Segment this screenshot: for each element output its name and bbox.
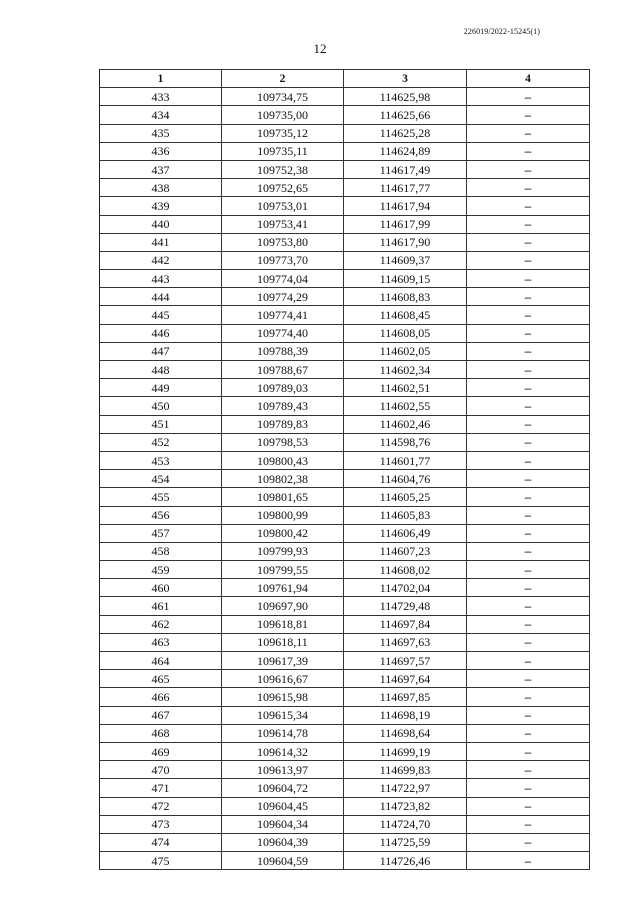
table-row xyxy=(100,342,590,360)
x-coordinate-cell: 109789,03 xyxy=(222,379,344,397)
table-row xyxy=(100,415,590,433)
column-header: 2 xyxy=(222,70,344,88)
x-coordinate-cell: 109613,97 xyxy=(222,761,344,779)
note-cell: – xyxy=(467,433,590,451)
note-cell: – xyxy=(467,506,590,524)
table-row xyxy=(100,524,590,542)
point-number-cell: 460 xyxy=(100,579,222,597)
note-cell: – xyxy=(467,524,590,542)
table-row xyxy=(100,615,590,633)
y-coordinate-cell: 114605,83 xyxy=(344,506,467,524)
x-coordinate-cell: 109774,29 xyxy=(222,288,344,306)
table-row xyxy=(100,652,590,670)
x-coordinate-cell: 109799,55 xyxy=(222,561,344,579)
point-number-cell: 466 xyxy=(100,688,222,706)
note-cell: – xyxy=(467,361,590,379)
y-coordinate-cell: 114608,02 xyxy=(344,561,467,579)
note-cell: – xyxy=(467,306,590,324)
y-coordinate-cell: 114625,98 xyxy=(344,88,467,106)
x-coordinate-cell: 109788,67 xyxy=(222,361,344,379)
point-number-cell: 471 xyxy=(100,779,222,797)
table-row xyxy=(100,779,590,797)
x-coordinate-cell: 109614,32 xyxy=(222,742,344,760)
point-number-cell: 456 xyxy=(100,506,222,524)
table-row xyxy=(100,288,590,306)
column-header: 1 xyxy=(100,70,222,88)
point-number-cell: 445 xyxy=(100,306,222,324)
y-coordinate-cell: 114602,05 xyxy=(344,342,467,360)
point-number-cell: 468 xyxy=(100,724,222,742)
x-coordinate-cell: 109801,65 xyxy=(222,488,344,506)
point-number-cell: 439 xyxy=(100,197,222,215)
x-coordinate-cell: 109618,11 xyxy=(222,633,344,651)
x-coordinate-cell: 109800,42 xyxy=(222,524,344,542)
note-cell: – xyxy=(467,833,590,851)
point-number-cell: 440 xyxy=(100,215,222,233)
note-cell: – xyxy=(467,397,590,415)
note-cell: – xyxy=(467,124,590,142)
table-row xyxy=(100,179,590,197)
x-coordinate-cell: 109773,70 xyxy=(222,251,344,269)
y-coordinate-cell: 114697,85 xyxy=(344,688,467,706)
y-coordinate-cell: 114609,15 xyxy=(344,270,467,288)
point-number-cell: 446 xyxy=(100,324,222,342)
x-coordinate-cell: 109615,34 xyxy=(222,706,344,724)
point-number-cell: 457 xyxy=(100,524,222,542)
table-row xyxy=(100,324,590,342)
x-coordinate-cell: 109774,40 xyxy=(222,324,344,342)
point-number-cell: 461 xyxy=(100,597,222,615)
note-cell: – xyxy=(467,106,590,124)
x-coordinate-cell: 109788,39 xyxy=(222,342,344,360)
point-number-cell: 450 xyxy=(100,397,222,415)
table-row xyxy=(100,106,590,124)
x-coordinate-cell: 109735,00 xyxy=(222,106,344,124)
table-body xyxy=(100,88,590,870)
x-coordinate-cell: 109604,72 xyxy=(222,779,344,797)
table-row xyxy=(100,197,590,215)
table-row xyxy=(100,670,590,688)
x-coordinate-cell: 109735,12 xyxy=(222,124,344,142)
note-cell: – xyxy=(467,142,590,160)
y-coordinate-cell: 114605,25 xyxy=(344,488,467,506)
x-coordinate-cell: 109604,34 xyxy=(222,815,344,833)
point-number-cell: 433 xyxy=(100,88,222,106)
note-cell: – xyxy=(467,542,590,560)
x-coordinate-cell: 109798,53 xyxy=(222,433,344,451)
point-number-cell: 475 xyxy=(100,852,222,870)
table-row xyxy=(100,488,590,506)
note-cell: – xyxy=(467,579,590,597)
x-coordinate-cell: 109800,99 xyxy=(222,506,344,524)
table-row xyxy=(100,706,590,724)
point-number-cell: 442 xyxy=(100,251,222,269)
point-number-cell: 458 xyxy=(100,542,222,560)
point-number-cell: 464 xyxy=(100,652,222,670)
note-cell: – xyxy=(467,197,590,215)
note-cell: – xyxy=(467,797,590,815)
x-coordinate-cell: 109697,90 xyxy=(222,597,344,615)
y-coordinate-cell: 114723,82 xyxy=(344,797,467,815)
note-cell: – xyxy=(467,597,590,615)
note-cell: – xyxy=(467,88,590,106)
point-number-cell: 465 xyxy=(100,670,222,688)
note-cell: – xyxy=(467,451,590,469)
point-number-cell: 443 xyxy=(100,270,222,288)
table-row xyxy=(100,270,590,288)
y-coordinate-cell: 114698,64 xyxy=(344,724,467,742)
y-coordinate-cell: 114697,63 xyxy=(344,633,467,651)
y-coordinate-cell: 114729,48 xyxy=(344,597,467,615)
table-row xyxy=(100,397,590,415)
table-row xyxy=(100,742,590,760)
y-coordinate-cell: 114602,55 xyxy=(344,397,467,415)
point-number-cell: 463 xyxy=(100,633,222,651)
y-coordinate-cell: 114608,83 xyxy=(344,288,467,306)
y-coordinate-cell: 114724,70 xyxy=(344,815,467,833)
point-number-cell: 436 xyxy=(100,142,222,160)
note-cell: – xyxy=(467,852,590,870)
point-number-cell: 437 xyxy=(100,160,222,178)
y-coordinate-cell: 114606,49 xyxy=(344,524,467,542)
coordinates-table xyxy=(99,69,590,870)
y-coordinate-cell: 114609,37 xyxy=(344,251,467,269)
y-coordinate-cell: 114702,04 xyxy=(344,579,467,597)
y-coordinate-cell: 114697,64 xyxy=(344,670,467,688)
y-coordinate-cell: 114607,23 xyxy=(344,542,467,560)
point-number-cell: 434 xyxy=(100,106,222,124)
point-number-cell: 467 xyxy=(100,706,222,724)
table-row xyxy=(100,761,590,779)
y-coordinate-cell: 114602,51 xyxy=(344,379,467,397)
table-row xyxy=(100,724,590,742)
note-cell: – xyxy=(467,561,590,579)
column-header: 3 xyxy=(344,70,467,88)
table-row xyxy=(100,160,590,178)
x-coordinate-cell: 109752,65 xyxy=(222,179,344,197)
y-coordinate-cell: 114624,89 xyxy=(344,142,467,160)
point-number-cell: 448 xyxy=(100,361,222,379)
y-coordinate-cell: 114722,97 xyxy=(344,779,467,797)
point-number-cell: 459 xyxy=(100,561,222,579)
table-row xyxy=(100,361,590,379)
point-number-cell: 438 xyxy=(100,179,222,197)
table-row xyxy=(100,688,590,706)
y-coordinate-cell: 114617,90 xyxy=(344,233,467,251)
y-coordinate-cell: 114699,19 xyxy=(344,742,467,760)
note-cell: – xyxy=(467,215,590,233)
table-row xyxy=(100,306,590,324)
note-cell: – xyxy=(467,324,590,342)
x-coordinate-cell: 109616,67 xyxy=(222,670,344,688)
note-cell: – xyxy=(467,761,590,779)
table-row xyxy=(100,470,590,488)
x-coordinate-cell: 109800,43 xyxy=(222,451,344,469)
x-coordinate-cell: 109618,81 xyxy=(222,615,344,633)
x-coordinate-cell: 109614,78 xyxy=(222,724,344,742)
x-coordinate-cell: 109615,98 xyxy=(222,688,344,706)
table-row xyxy=(100,852,590,870)
footer-scan-marks xyxy=(480,897,610,905)
note-cell: – xyxy=(467,342,590,360)
y-coordinate-cell: 114697,57 xyxy=(344,652,467,670)
point-number-cell: 447 xyxy=(100,342,222,360)
y-coordinate-cell: 114617,77 xyxy=(344,179,467,197)
point-number-cell: 462 xyxy=(100,615,222,633)
x-coordinate-cell: 109789,43 xyxy=(222,397,344,415)
x-coordinate-cell: 109753,80 xyxy=(222,233,344,251)
point-number-cell: 435 xyxy=(100,124,222,142)
x-coordinate-cell: 109604,45 xyxy=(222,797,344,815)
y-coordinate-cell: 114697,84 xyxy=(344,615,467,633)
note-cell: – xyxy=(467,742,590,760)
document-id: 226019/2022-15245(1) xyxy=(463,27,540,36)
x-coordinate-cell: 109799,93 xyxy=(222,542,344,560)
y-coordinate-cell: 114725,59 xyxy=(344,833,467,851)
note-cell: – xyxy=(467,233,590,251)
note-cell: – xyxy=(467,470,590,488)
note-cell: – xyxy=(467,251,590,269)
note-cell: – xyxy=(467,160,590,178)
table-row xyxy=(100,633,590,651)
x-coordinate-cell: 109617,39 xyxy=(222,652,344,670)
page-number: 12 xyxy=(313,41,327,56)
table-row xyxy=(100,451,590,469)
y-coordinate-cell: 114604,76 xyxy=(344,470,467,488)
y-coordinate-cell: 114625,66 xyxy=(344,106,467,124)
y-coordinate-cell: 114608,05 xyxy=(344,324,467,342)
x-coordinate-cell: 109734,75 xyxy=(222,88,344,106)
table-row xyxy=(100,797,590,815)
y-coordinate-cell: 114598,76 xyxy=(344,433,467,451)
x-coordinate-cell: 109752,38 xyxy=(222,160,344,178)
x-coordinate-cell: 109753,41 xyxy=(222,215,344,233)
y-coordinate-cell: 114602,46 xyxy=(344,415,467,433)
x-coordinate-cell: 109802,38 xyxy=(222,470,344,488)
table-header-row xyxy=(100,70,590,88)
note-cell: – xyxy=(467,379,590,397)
point-number-cell: 469 xyxy=(100,742,222,760)
x-coordinate-cell: 109774,04 xyxy=(222,270,344,288)
table-row xyxy=(100,597,590,615)
table-row xyxy=(100,542,590,560)
note-cell: – xyxy=(467,415,590,433)
point-number-cell: 453 xyxy=(100,451,222,469)
table-row xyxy=(100,251,590,269)
table-row xyxy=(100,579,590,597)
note-cell: – xyxy=(467,815,590,833)
x-coordinate-cell: 109604,39 xyxy=(222,833,344,851)
x-coordinate-cell: 109774,41 xyxy=(222,306,344,324)
y-coordinate-cell: 114602,34 xyxy=(344,361,467,379)
y-coordinate-cell: 114608,45 xyxy=(344,306,467,324)
y-coordinate-cell: 114726,46 xyxy=(344,852,467,870)
point-number-cell: 449 xyxy=(100,379,222,397)
note-cell: – xyxy=(467,688,590,706)
column-header: 4 xyxy=(467,70,590,88)
y-coordinate-cell: 114698,19 xyxy=(344,706,467,724)
note-cell: – xyxy=(467,179,590,197)
point-number-cell: 473 xyxy=(100,815,222,833)
point-number-cell: 441 xyxy=(100,233,222,251)
note-cell: – xyxy=(467,779,590,797)
table-row xyxy=(100,433,590,451)
x-coordinate-cell: 109753,01 xyxy=(222,197,344,215)
note-cell: – xyxy=(467,706,590,724)
note-cell: – xyxy=(467,724,590,742)
y-coordinate-cell: 114617,94 xyxy=(344,197,467,215)
table-row xyxy=(100,124,590,142)
point-number-cell: 454 xyxy=(100,470,222,488)
note-cell: – xyxy=(467,670,590,688)
table-row xyxy=(100,561,590,579)
x-coordinate-cell: 109789,83 xyxy=(222,415,344,433)
point-number-cell: 455 xyxy=(100,488,222,506)
table-row xyxy=(100,506,590,524)
table-row xyxy=(100,815,590,833)
table-row xyxy=(100,379,590,397)
table-row xyxy=(100,142,590,160)
note-cell: – xyxy=(467,615,590,633)
x-coordinate-cell: 109604,59 xyxy=(222,852,344,870)
y-coordinate-cell: 114699,83 xyxy=(344,761,467,779)
table-row xyxy=(100,88,590,106)
note-cell: – xyxy=(467,633,590,651)
note-cell: – xyxy=(467,270,590,288)
x-coordinate-cell: 109761,94 xyxy=(222,579,344,597)
table-row xyxy=(100,233,590,251)
note-cell: – xyxy=(467,652,590,670)
table-row xyxy=(100,215,590,233)
note-cell: – xyxy=(467,488,590,506)
x-coordinate-cell: 109735,11 xyxy=(222,142,344,160)
y-coordinate-cell: 114601,77 xyxy=(344,451,467,469)
point-number-cell: 444 xyxy=(100,288,222,306)
y-coordinate-cell: 114625,28 xyxy=(344,124,467,142)
point-number-cell: 452 xyxy=(100,433,222,451)
y-coordinate-cell: 114617,99 xyxy=(344,215,467,233)
point-number-cell: 451 xyxy=(100,415,222,433)
y-coordinate-cell: 114617,49 xyxy=(344,160,467,178)
note-cell: – xyxy=(467,288,590,306)
point-number-cell: 470 xyxy=(100,761,222,779)
table-row xyxy=(100,833,590,851)
point-number-cell: 474 xyxy=(100,833,222,851)
point-number-cell: 472 xyxy=(100,797,222,815)
